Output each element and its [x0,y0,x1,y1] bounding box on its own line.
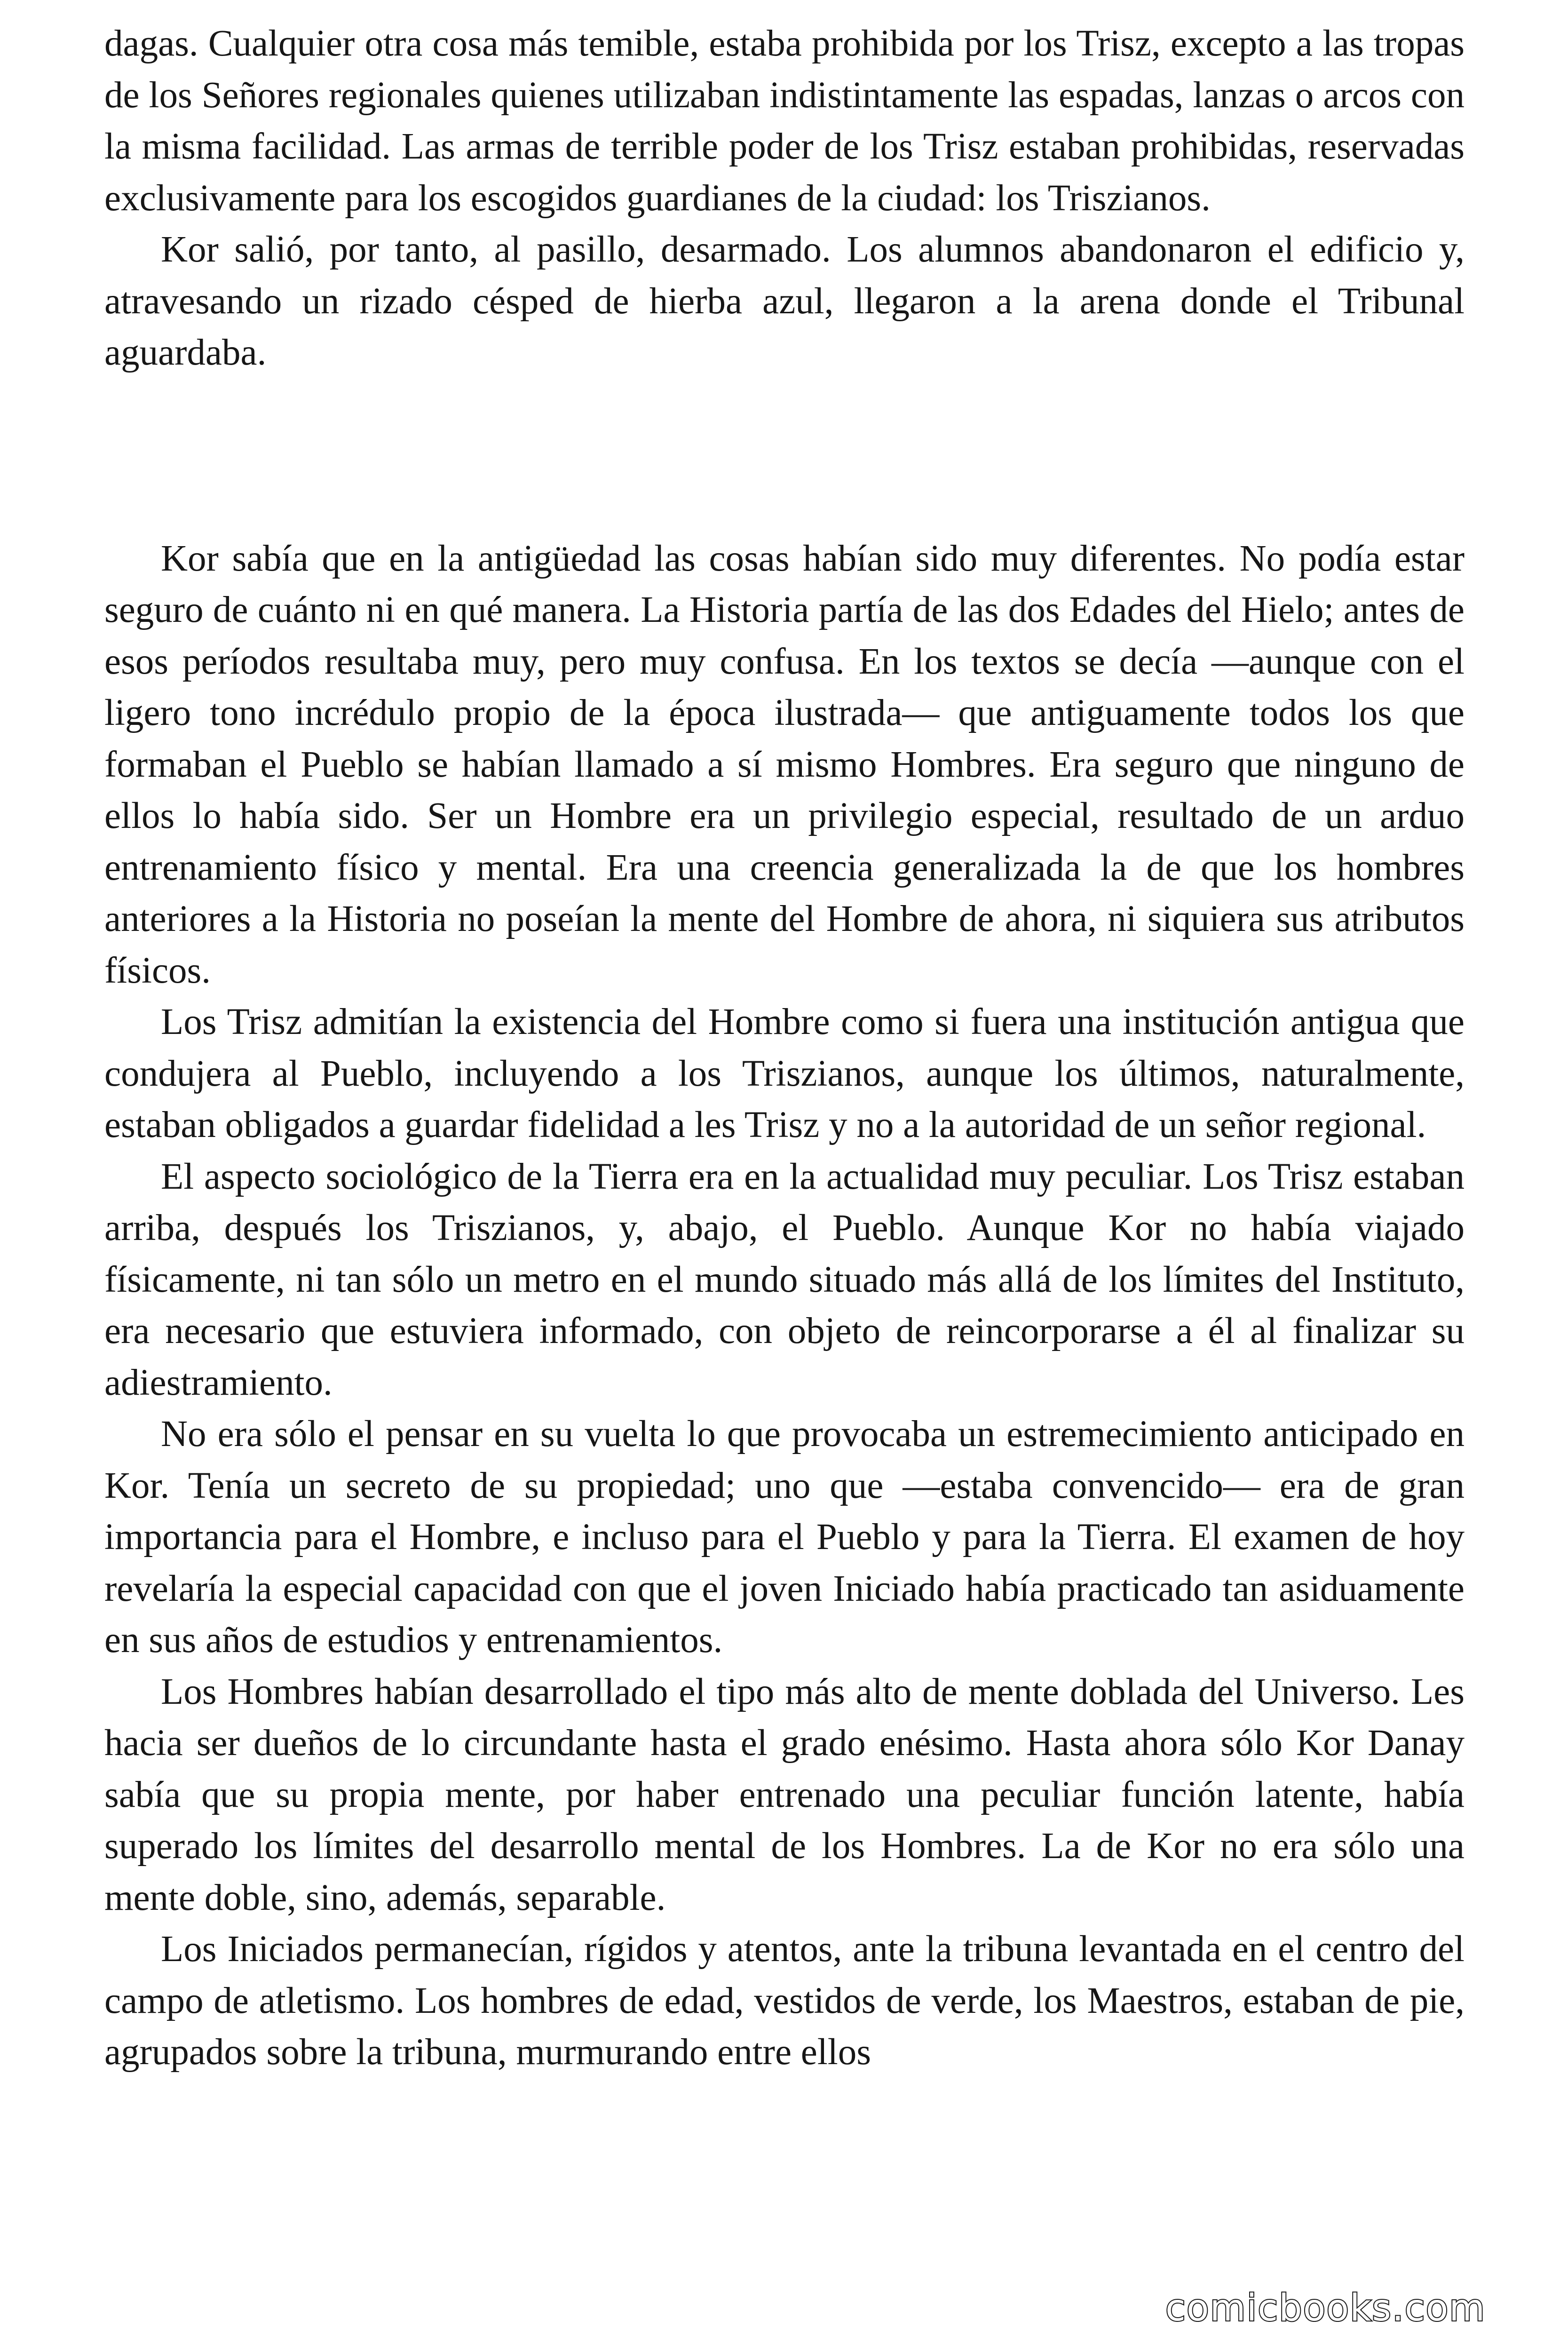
paragraph-dagas: dagas. Cualquier otra cosa más temible, estaba prohibida por los Trisz, excepto a las tropas de los Señores regionales quienes utilizaban indistintamente las espadas, lanzas o arcos con la misma facilidad. Las armas de terrible poder de los Trisz estaban prohibidas, reservadas exclusivamente para los escogidos guardianes de la ciudad: los Triszianos. [104,23,1465,219]
paragraph-kor-salio: Kor salió, por tanto, al pasillo, desarmado. Los alumnos abandonaron el edificio y, atravesando un rizado césped de hierba azul, llegaron a la arena donde el Tribunal aguardaba. [104,229,1465,373]
paragraph-iniciados: Los Iniciados permanecían, rígidos y atentos, ante la tribuna levantada en el centro del campo de atletismo. Los hombres de edad, vestidos de verde, los Maestros, estaban de pie, agrupados sobre la tribuna, murmurando entre ellos [104,1929,1465,2073]
paragraph-antiguedad: Kor sabía que en la antigüedad las cosas habían sido muy diferentes. No podía estar seguro de cuánto ni en qué manera. La Historia partía de las dos Edades del Hielo; antes de esos períodos resultaba muy, pero muy confusa. En los textos se decía —aunque con el ligero tono incrédulo propio de la época ilustrada— que antiguamente todos los que formaban el Pueblo se habían llamado a sí mismo Hombres. Era seguro que ninguno de ellos lo había sido. Ser un Hombre era un privilegio especial, resultado de un arduo entrenamiento físico y mental. Era una creencia generalizada la de que los hombres anteriores a la Historia no poseían la mente del Hombre de ahora, ni siquiera sus atributos físicos. [104,538,1465,991]
book-page [104,18,1465,2078]
section-break [104,379,1465,533]
paragraph-secreto: No era sólo el pensar en su vuelta lo que provocaba un estremecimiento anticipado en Kor. Tenía un secreto de su propiedad; uno que —estaba convencido— era de gran importancia para el Hombre, e incluso para el Pueblo y para la Tierra. El examen de hoy revelaría la especial capacidad con que el joven Iniciado había practicado tan asiduamente en sus años de estudios y entrenamientos. [104,1414,1465,1661]
paragraph-trisz-admitian: Los Trisz admitían la existencia del Hombre como si fuera una institución antigua que condujera al Pueblo, incluyendo a los Triszianos, aunque los últimos, naturalmente, estaban obligados a guardar fidelidad a les Trisz y no a la autoridad de un señor regional. [104,1001,1465,1145]
paragraph-aspecto-sociologico: El aspecto sociológico de la Tierra era en la actualidad muy peculiar. Los Trisz estaban arriba, después los Triszianos, y, abajo, el Pueblo. Aunque Kor no había viajado físicamente, ni tan sólo un metro en el mundo situado más allá de los límites del Instituto, era necesario que estuviera informado, con objeto de reincorporarse a él al finalizar su adiestramiento. [104,1156,1465,1403]
paragraph-mente-doblada: Los Hombres habían desarrollado el tipo más alto de mente doblada del Universo. Les hacia ser dueños de lo circundante hasta el grado enésimo. Hasta ahora sólo Kor Danay sabía que su propia mente, por haber entrenado una peculiar función latente, había superado los límites del desarrollo mental de los Hombres. La de Kor no era sólo una mente doble, sino, además, separable. [104,1671,1465,1918]
watermark: comicbooks.com [1165,2287,1486,2329]
